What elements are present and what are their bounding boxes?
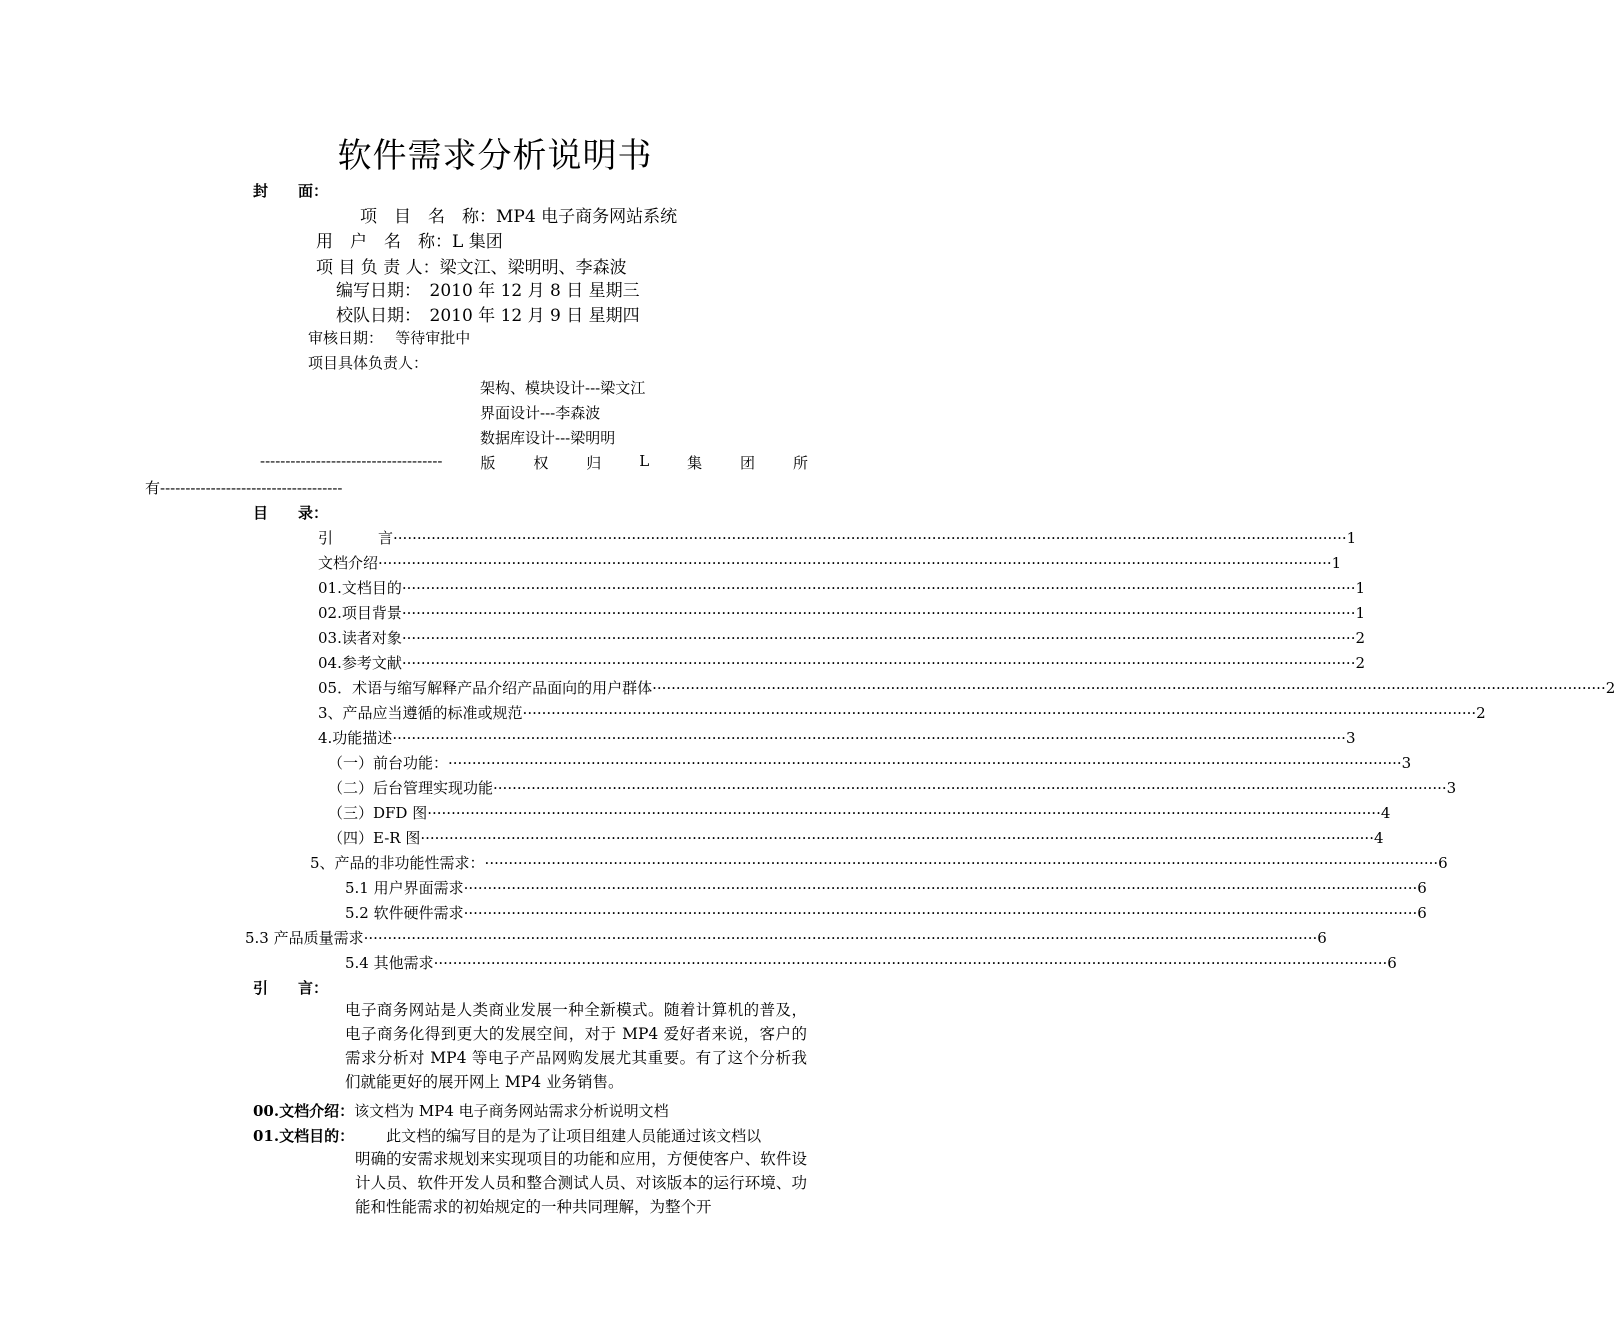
- intro-paragraph: 电子商务网站是人类商业发展一种全新模式。随着计算机的普及，电子商务化得到更大的发展空间，对于 MP4 爱好者来说，客户的需求分析对 MP4 等电子产品网购发展尤其重要。有了这个分析我们就能更好的展开网上 MP4 业务销售。: [345, 1001, 807, 1091]
- toc-entry-page: 4: [1373, 829, 1384, 847]
- toc-leader: ········································································································································································································: [393, 529, 1347, 547]
- toc-entry[interactable]: [345, 902, 1427, 923]
- toc-leader: ········································································································································································································: [401, 604, 1356, 622]
- copyright-tail: 有------------------------------------: [145, 479, 343, 497]
- toc-entry[interactable]: [318, 577, 1366, 598]
- copyright-char: 团: [740, 454, 756, 472]
- copyright-dashes: ------------------------------------: [260, 452, 443, 470]
- toc-entry-label: 5.3 产品质量需求: [245, 929, 364, 947]
- toc-entry-page: 1: [1331, 554, 1342, 572]
- toc-entry-page: 1: [1346, 529, 1357, 547]
- doc-purpose-paragraph: 明确的安需求规划来实现项目的功能和应用，方便使客户、软件设计人员、软件开发人员和整合测试人员、对该版本的运行环境、功能和性能需求的初始规定的一种共同理解，为整个开: [355, 1150, 807, 1216]
- copyright-char: 归: [586, 454, 602, 472]
- toc-entry[interactable]: [318, 652, 1366, 673]
- copyright-char: L: [639, 452, 650, 470]
- toc-entry[interactable]: [318, 727, 1356, 748]
- toc-leader: ········································································································································································································: [463, 904, 1418, 922]
- toc-heading: 目 录：: [253, 504, 329, 522]
- doc-intro-label: 00.文档介绍：: [253, 1102, 355, 1120]
- toc-leader: ········································································································································································································: [433, 954, 1388, 972]
- toc-entry-label: 04.参考文献: [318, 654, 402, 672]
- toc-entry[interactable]: [328, 777, 1457, 798]
- toc-entry-label: 文档介绍: [318, 554, 379, 572]
- toc-entry-page: 2: [1355, 629, 1366, 647]
- toc-entry-page: 3: [1345, 729, 1356, 747]
- cover-heading: 封 面：: [253, 182, 329, 200]
- toc-leader: ········································································································································································································: [401, 629, 1356, 647]
- toc-entry-label: 03.读者对象: [318, 629, 402, 647]
- toc-entry-label: 5.2 软件硬件需求: [345, 904, 464, 922]
- toc-entry-page: 3: [1401, 754, 1412, 772]
- proofread-date: 校队日期： 2010 年 12 月 9 日 星期四: [336, 306, 640, 326]
- toc-entry-label: （三）DFD 图: [328, 804, 428, 822]
- toc-entry[interactable]: [328, 752, 1412, 773]
- responsible-label: 项目具体负责人：: [308, 354, 429, 372]
- toc-leader: ········································································································································································································: [652, 679, 1606, 697]
- toc-leader: ········································································································································································································: [401, 654, 1356, 672]
- project-name: 项 目 名 称：MP4 电子商务网站系统: [360, 207, 678, 227]
- document-title: 软件需求分析说明书: [337, 136, 653, 176]
- user-name: 用 户 名 称：L 集团: [316, 232, 503, 252]
- toc-entry-page: 2: [1605, 679, 1615, 697]
- toc-entry[interactable]: [328, 802, 1391, 823]
- responsibility-item: 架构、模块设计---梁文江: [480, 379, 646, 397]
- toc-entry-page: 6: [1387, 954, 1397, 972]
- doc-intro-text: 该文档为 MP4 电子商务网站需求分析说明文档: [354, 1102, 669, 1120]
- toc-leader: ········································································································································································································: [463, 879, 1418, 897]
- toc-entry-label: （四）E-R 图: [328, 829, 421, 847]
- toc-entry[interactable]: [318, 602, 1366, 623]
- toc-entry[interactable]: [310, 852, 1448, 873]
- toc-entry[interactable]: [318, 527, 1357, 548]
- toc-entry-label: （二）后台管理实现功能: [328, 779, 494, 797]
- doc-purpose-label: 01.文档目的：: [253, 1127, 355, 1145]
- written-date: 编写日期： 2010 年 12 月 8 日 星期三: [336, 281, 640, 301]
- responsibility-item: 界面设计---李森波: [480, 404, 601, 422]
- toc-entry-page: 1: [1355, 604, 1366, 622]
- toc-leader: ········································································································································································································: [378, 554, 1332, 572]
- copyright-char: 集: [687, 454, 703, 472]
- toc-entry-label: 01.文档目的: [318, 579, 402, 597]
- toc-entry-label: 5.1 用户界面需求: [345, 879, 464, 897]
- toc-entry[interactable]: [318, 677, 1615, 698]
- toc-leader: ········································································································································································································: [522, 704, 1477, 722]
- toc-entry-label: 3、产品应当遵循的标准或规范: [318, 704, 523, 722]
- toc-entry-label: 5、产品的非功能性需求：: [310, 854, 485, 872]
- toc-entry[interactable]: [318, 702, 1486, 723]
- toc-leader: ········································································································································································································: [427, 804, 1381, 822]
- toc-leader: ········································································································································································································: [401, 579, 1356, 597]
- toc-leader: ········································································································································································································: [484, 854, 1439, 872]
- toc-entry[interactable]: [328, 827, 1384, 848]
- copyright-line: [260, 452, 808, 473]
- copyright-char: 所: [792, 454, 808, 472]
- intro-heading: 引 言：: [253, 979, 329, 997]
- doc-purpose-first-line: [253, 1125, 761, 1146]
- project-leader: 项 目 负 责 人：梁文江、梁明明、李森波: [316, 258, 627, 278]
- toc-entry-page: 6: [1438, 854, 1448, 872]
- doc-purpose-text-start: 此文档的编写目的是为了让项目组建人员能通过该文档以: [386, 1127, 762, 1145]
- review-date: 审核日期： 等待审批中: [308, 329, 471, 347]
- toc-entry[interactable]: [318, 627, 1366, 648]
- toc-entry-label: 引 言: [318, 529, 394, 547]
- toc-leader: ········································································································································································································: [448, 754, 1402, 772]
- toc-entry[interactable]: [245, 927, 1327, 948]
- toc-leader: ········································································································································································································: [363, 929, 1318, 947]
- toc-entry-page: 2: [1476, 704, 1486, 722]
- toc-entry-page: 2: [1355, 654, 1366, 672]
- toc-entry-label: 02.项目背景: [318, 604, 402, 622]
- toc-entry-page: 4: [1380, 804, 1391, 822]
- doc-intro-line: [253, 1100, 669, 1121]
- copyright-char: 版: [480, 454, 496, 472]
- toc-entry-page: 6: [1417, 879, 1427, 897]
- toc-entry-label: 4.功能描述: [318, 729, 393, 747]
- toc-entry-page: 6: [1417, 904, 1427, 922]
- toc-entry-label: 05．术语与缩写解释产品介绍产品面向的用户群体: [318, 679, 653, 697]
- toc-entry-page: 1: [1355, 579, 1366, 597]
- toc-entry[interactable]: [345, 877, 1427, 898]
- toc-leader: ········································································································································································································: [392, 729, 1346, 747]
- copyright-char: 权: [533, 454, 549, 472]
- toc-leader: ········································································································································································································: [493, 779, 1447, 797]
- toc-entry-label: （一）前台功能：: [328, 754, 449, 772]
- toc-entry-page: 3: [1446, 779, 1457, 797]
- responsibility-item: 数据库设计---梁明明: [480, 429, 616, 447]
- toc-entry-label: 5.4 其他需求: [345, 954, 434, 972]
- toc-leader: ········································································································································································································: [420, 829, 1374, 847]
- toc-entry[interactable]: [345, 952, 1397, 973]
- toc-entry[interactable]: [318, 552, 1342, 573]
- toc-entry-page: 6: [1317, 929, 1327, 947]
